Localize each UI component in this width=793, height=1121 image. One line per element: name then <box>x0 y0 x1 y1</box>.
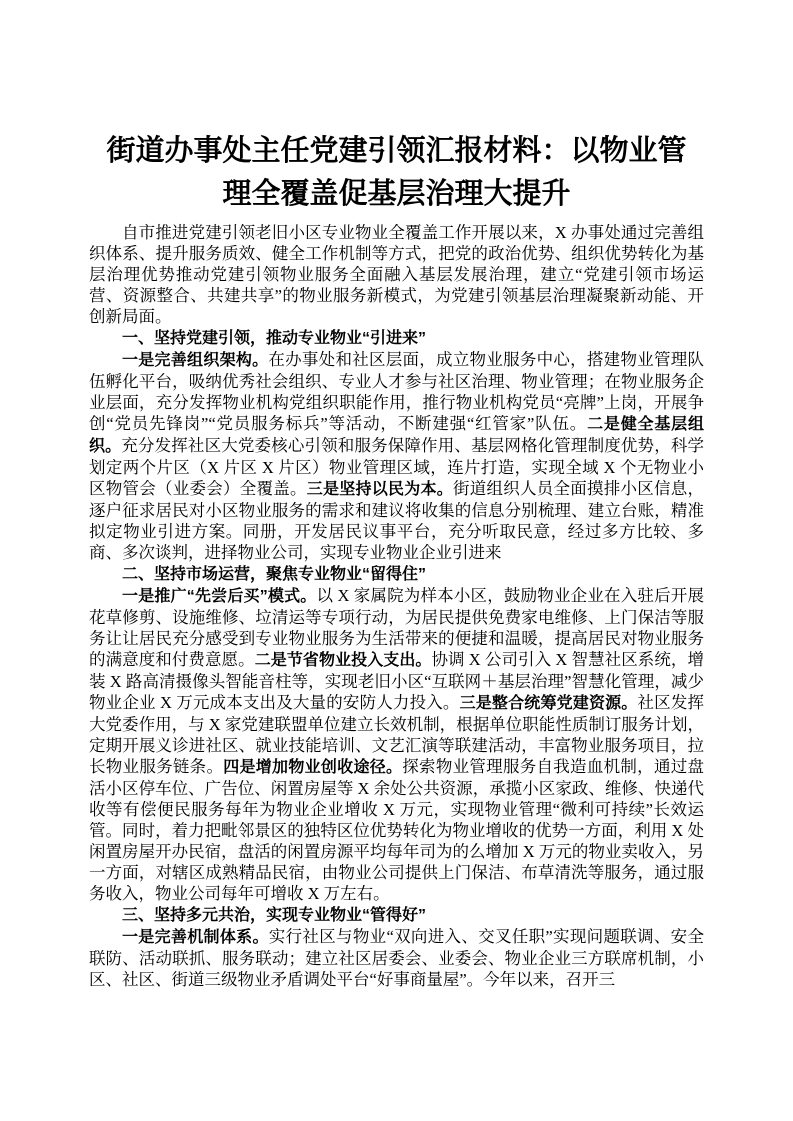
bold-text-run: 一是完善机制体系。 <box>122 929 269 946</box>
text-run: 社区发挥大党委作用，与 X 家党建联盟单位建立长效机制，根据单位职能性质制订服务计划，定期开展义诊进社区、就业技能培训、文艺汇演等联建活动，丰富物业服务项目，拉长物业服务链条。 <box>89 693 704 776</box>
paragraph <box>89 349 704 563</box>
bold-text-run: 三是整合统筹党建资源。 <box>459 695 638 712</box>
bold-text-run: 一、坚持党建引领，推动专业物业“引进来” <box>122 330 427 347</box>
bold-text-run: 二是节省物业投入支出。 <box>254 652 432 669</box>
bold-text-run: 三是坚持以民为本。 <box>306 481 453 498</box>
text-run: 实行社区与物业“双向进入、交叉任职”实现问题联调、安全联防、活动联抓、服务联动；建立社区居委会、业委会、物业企业三方联席机制，小区、社区、街道三级物业矛盾调处平台“好事商量屋”。今年以来，召开三 <box>89 927 704 989</box>
paragraph <box>89 585 704 904</box>
title-line-2: 理全覆盖促基层治理大提升 <box>222 178 571 210</box>
text-run: 在办事处和社区层面，成立物业服务中心，搭建物业管理队伍孵化平台，吸纳优秀社会组织、专业人才参与社区治理、物业管理；在物业服务企业层面，充分发挥物业机构党组织职能作用，推行物业机构党员“亮牌”上岗，开展争创“党员先锋岗”“党员服务标兵”等活动，不断建强“红管家”队伍。 <box>89 350 704 433</box>
bold-text-run: 二是健全基层组织。 <box>89 416 704 455</box>
document-title <box>89 130 704 216</box>
bold-text-run: 三、坚持多元共治，实现专业物业“管得好” <box>122 907 427 924</box>
text-run: 探索物业管理服务自我造血机制，通过盘活小区停车位、广告位、闲置房屋等 X 余处公共资源，承揽小区家政、维修、快递代收等有偿便民服务每年为物业企业增收 X 万元，实现物业管理“微利可持续”长效运管。同时，着力把毗邻景区的独特区位优势转化为物业增收的优势一方面，利用 X 处闲置房屋开办民宿，盘活的闲置房源平均每年司为的么增加 X 万元的物业卖收入，另一方面，对辖区成熟精品民宿，由物业公司提供上门保洁、布草清洗等服务，通过服务收入，物业公司每年可增收 X 万左右。 <box>89 757 704 903</box>
bold-text-run: 四是增加物业创收途径。 <box>223 759 403 776</box>
text-run: 充分发挥社区大党委核心引领和服务保障作用、基层网格化管理制度优势，科学划定两个片区（X 片区 X 片区）物业管理区域，连片打造，实现全域 X 个无物业小区物管会（业委会）全覆盖。 <box>89 436 704 498</box>
bold-text-run: 一是完善组织架构。 <box>122 352 269 369</box>
bold-text-run: 二、坚持市场运营，聚焦专业物业“留得住” <box>122 566 427 583</box>
bold-text-run: 一是推广“先尝后买”模式。 <box>122 588 317 605</box>
section-heading <box>89 563 704 585</box>
section-heading <box>89 327 704 349</box>
document-body <box>89 222 704 990</box>
text-run: 自市推进党建引领老旧小区专业物业全覆盖工作开展以来，X 办事处通过完善组织体系、提升服务质效、健全工作机制等方式，把党的政治优势、组织优势转化为基层治理优势推动党建引领物业服务全面融入基层发展治理，建立“党建引领市场运营、资源整合、共建共享”的物业服务新模式，为党建引领基层治理凝聚新动能、开创新局面。 <box>89 223 704 326</box>
text-run: 协调 X 公司引入 X 智慧社区系统，增装 X 路高清摄像头智能音柱等，实现老旧小区“互联网＋基层治理”智慧化管理，减少物业企业 X 万元成本支出及大量的安防人力投入。 <box>89 650 704 712</box>
text-run: 街道组织人员全面摸排小区信息，逐户征求居民对小区物业服务的需求和建议将收集的信息分别梳理、建立台账，精准拟定物业引进方案。同册，开发居民议事平台，充分听取民意，经过多方比较、多商、多次谈判，进择物业公司，实现专业物业企业引进来 <box>89 479 704 562</box>
paragraph <box>89 222 704 327</box>
paragraph <box>89 926 704 990</box>
section-heading <box>89 904 704 926</box>
title-line-1: 街道办事处主任党建引领汇报材料：以物业管 <box>106 135 687 167</box>
text-run: 以 X 家属院为样本小区，鼓励物业企业在入驻后开展花草修剪、设施维修、垃清运等专项行动，为居民提供免费家电维修、上门保洁等服务让让居民充分感受到专业物业服务为生活带来的便捷和温暖，提高居民对物业服务的满意度和付费意愿。 <box>89 586 704 669</box>
